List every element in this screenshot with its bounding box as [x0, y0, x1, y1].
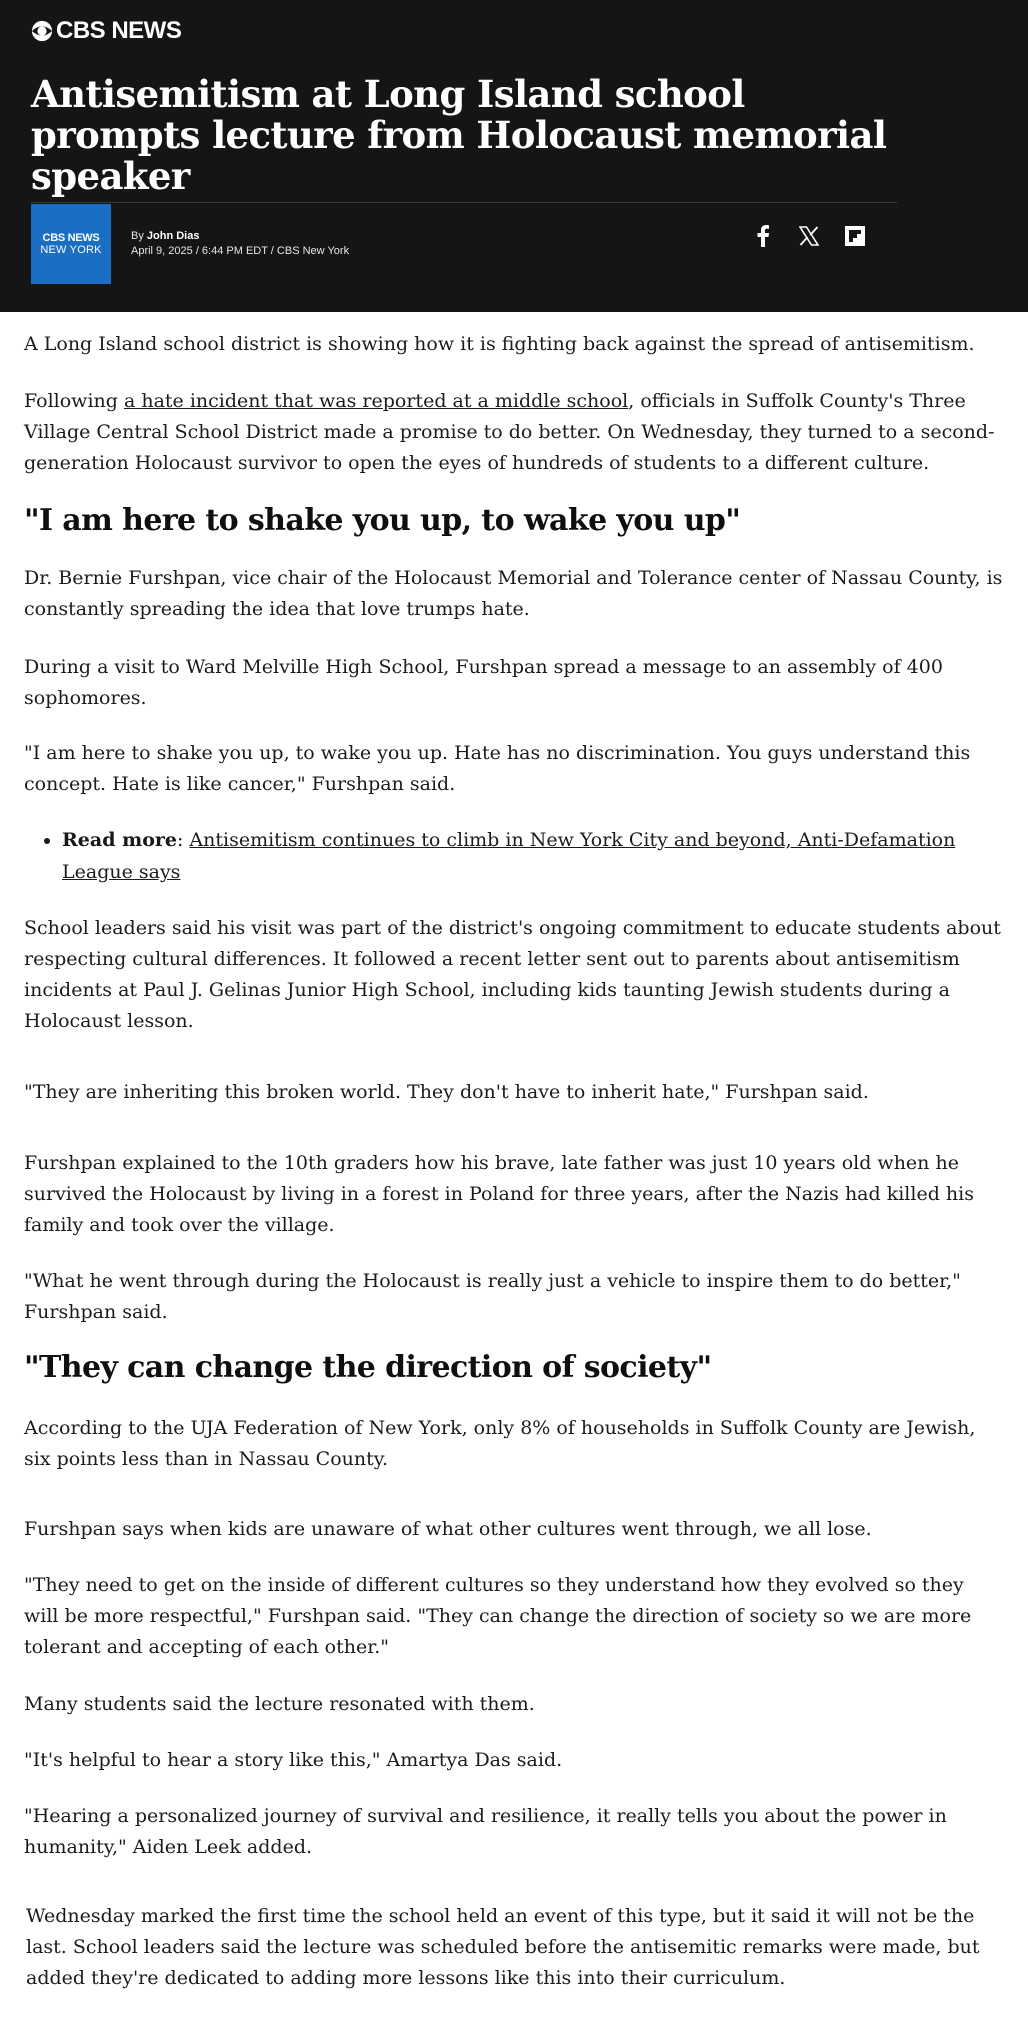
byline: [31, 204, 897, 284]
byline-text: [131, 229, 349, 259]
paragraph: During a visit to Ward Melville High School, Furshpan spread a message to an assembly of 400 sophomores.: [24, 656, 943, 709]
paragraph: "I am here to shake you up, to wake you up. Hate has no discrimination. You guys understand this concept. Hate is like cancer," Furshpan said.: [24, 742, 971, 795]
paragraph: Wednesday marked the first time the school held an event of this type, but it said it will not be the last. School leaders said the lecture was scheduled before the antisemitic remarks were made, but added they're dedicated to adding more lessons like this into their curriculum.: [26, 1905, 980, 1989]
paragraph: School leaders said his visit was part of the district's ongoing commitment to educate students about respecting cultural differences. It followed a recent letter sent out to parents about antisemitism incidents at Paul J. Gelinas Junior High School, including kids taunting Jewish students during a Holocaust lesson.: [24, 917, 1001, 1032]
section-heading: "They can change the direction of society": [24, 1350, 712, 1385]
article-headline: Antisemitism at Long Island school prompts lecture from Holocaust memorial speaker: [31, 72, 887, 198]
paragraph: A Long Island school district is showing how it is fighting back against the spread of antisemitism.: [24, 333, 975, 355]
author-name[interactable]: John Dias: [146, 230, 200, 242]
badge-line1: CBS NEWS: [42, 232, 100, 244]
facebook-icon[interactable]: [751, 224, 775, 248]
paragraph-text: Following: [24, 390, 124, 412]
byline-prefix: By: [131, 230, 144, 242]
paragraph: "They need to get on the inside of different cultures so they understand how they evolved so they will be more respectful," Furshpan said. "They can change the direction of society so we are more tolerant and accepting of each other.": [24, 1574, 972, 1658]
paragraph: Many students said the lecture resonated with them.: [24, 1693, 535, 1715]
cbs-new-york-badge[interactable]: [31, 204, 111, 284]
flipboard-icon[interactable]: [843, 224, 867, 248]
paragraph: [24, 386, 1004, 479]
cbs-eye-icon: [31, 20, 53, 42]
share-bar: [751, 224, 867, 248]
article-header: [0, 0, 1028, 312]
logo-text: CBS NEWS: [56, 17, 182, 44]
read-more-item: [62, 824, 984, 888]
read-more-link[interactable]: Antisemitism continues to climb in New York City and beyond, Anti-Defamation League says: [62, 829, 956, 883]
hate-incident-link[interactable]: a hate incident that was reported at a middle school: [123, 390, 629, 412]
cbs-news-logo[interactable]: [31, 16, 997, 46]
paragraph: "Hearing a personalized journey of survival and resilience, it really tells you about the power in humanity," Aiden Leek added.: [24, 1805, 947, 1858]
badge-line2: NEW YORK: [40, 244, 102, 256]
paragraph: Dr. Bernie Furshpan, vice chair of the Holocaust Memorial and Tolerance center of Nassau County, is constantly spreading the idea that love trumps hate.: [24, 567, 1003, 620]
paragraph: Furshpan explained to the 10th graders how his brave, late father was just 10 years old when he survived the Holocaust by living in a forest in Poland for three years, after the Nazis had killed his family and took over the village.: [24, 1152, 974, 1236]
paragraph: Furshpan says when kids are unaware of what other cultures went through, we all lose.: [24, 1518, 872, 1540]
section-heading: "I am here to shake you up, to wake you up": [24, 503, 741, 538]
read-more-sep: :: [176, 829, 190, 851]
dateline: April 9, 2025 / 6:44 PM EDT / CBS New York: [131, 245, 350, 257]
read-more-list: [24, 824, 984, 888]
read-more-label: Read more: [62, 829, 177, 851]
paragraph: "What he went through during the Holocaust is really just a vehicle to inspire them to do better," Furshpan said.: [24, 1270, 961, 1323]
header-divider: [31, 202, 897, 203]
x-icon[interactable]: [797, 224, 821, 248]
paragraph-text: , officials in Suffolk County's Three Village Central School District made a promise to do better. On Wednesday, they turned to a second-generation Holocaust survivor to open the eyes of hundreds of students to a different culture.: [24, 390, 995, 474]
paragraph: "It's helpful to hear a story like this," Amartya Das said.: [24, 1749, 563, 1771]
paragraph: "They are inheriting this broken world. They don't have to inherit hate," Furshpan said.: [24, 1081, 869, 1103]
paragraph: According to the UJA Federation of New York, only 8% of households in Suffolk County are Jewish, six points less than in Nassau County.: [24, 1417, 976, 1470]
